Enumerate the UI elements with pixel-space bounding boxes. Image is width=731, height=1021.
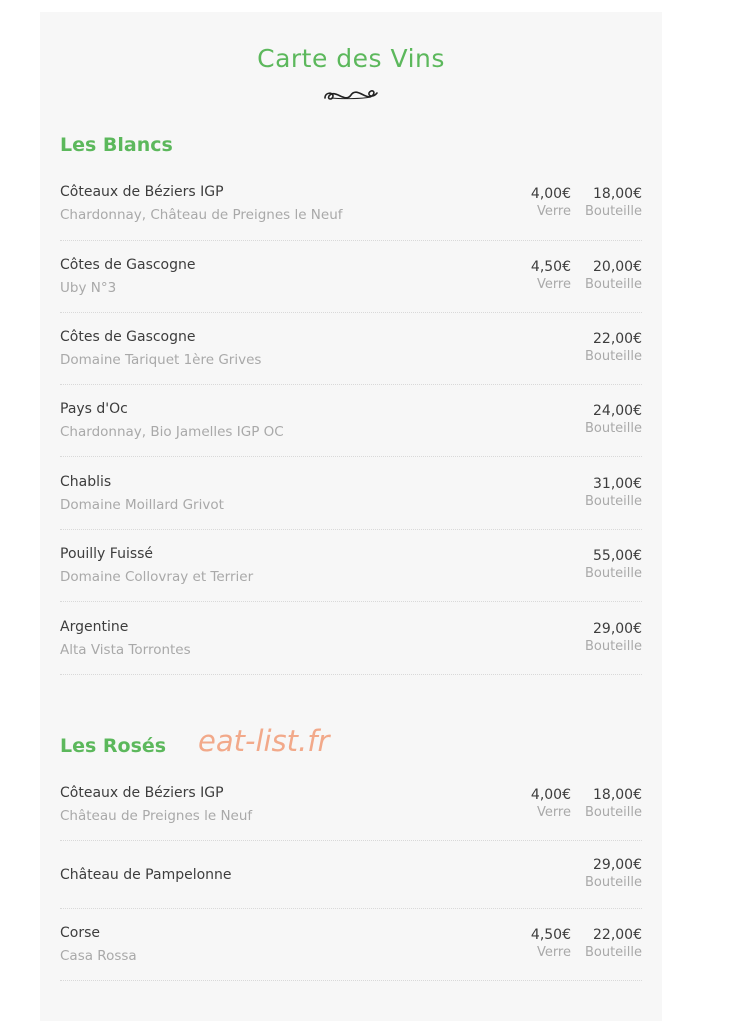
glass-price-unit: Verre xyxy=(536,277,571,292)
bottle-price-amount: 22,00€ xyxy=(593,331,642,347)
wine-name: Côteaux de Béziers IGP xyxy=(60,785,224,801)
bottle-price-unit: Bouteille xyxy=(584,639,642,654)
wine-description: Alta Vista Torrontes xyxy=(60,642,191,658)
bottle-price xyxy=(585,621,642,654)
wine-description: Domaine Collovray et Terrier xyxy=(60,569,254,585)
section-title-blancs: Les Blancs xyxy=(60,134,173,156)
menu-item xyxy=(60,474,642,530)
menu-item xyxy=(60,925,642,981)
bottle-price-unit: Bouteille xyxy=(584,204,642,219)
bottle-price xyxy=(585,548,642,581)
bottle-price-unit: Bouteille xyxy=(584,945,642,960)
glass-price xyxy=(531,186,571,219)
bottle-price-amount: 18,00€ xyxy=(593,186,642,202)
bottle-price xyxy=(585,787,642,820)
bottle-price xyxy=(585,403,642,436)
wine-name: Côtes de Gascogne xyxy=(60,329,196,345)
wine-description: Uby N°3 xyxy=(60,280,117,296)
menu-item xyxy=(60,619,642,675)
bottle-price-amount: 22,00€ xyxy=(593,927,642,943)
menu-item xyxy=(60,855,642,909)
bottle-price-amount: 20,00€ xyxy=(593,259,642,275)
wine-menu-card xyxy=(40,12,662,1021)
menu-item xyxy=(60,546,642,602)
wine-name: Chablis xyxy=(60,474,112,490)
wine-name: Pouilly Fuissé xyxy=(60,546,154,562)
glass-price-amount: 4,50€ xyxy=(530,927,571,943)
bottle-price-unit: Bouteille xyxy=(584,805,642,820)
menu-item xyxy=(60,184,642,241)
glass-price-amount: 4,00€ xyxy=(530,787,571,803)
wine-name: Côteaux de Béziers IGP xyxy=(60,184,224,200)
wine-description: Château de Preignes le Neuf xyxy=(60,808,253,824)
bottle-price xyxy=(585,927,642,960)
glass-price xyxy=(531,787,571,820)
menu-item xyxy=(60,329,642,385)
bottle-price xyxy=(585,186,642,219)
bottle-price-amount: 29,00€ xyxy=(593,857,642,873)
bottle-price-amount: 55,00€ xyxy=(593,548,642,564)
bottle-price-unit: Bouteille xyxy=(584,421,642,436)
wine-description: Domaine Tariquet 1ère Grives xyxy=(60,352,262,368)
glass-price xyxy=(531,927,571,960)
bottle-price-amount: 24,00€ xyxy=(593,403,642,419)
bottle-price-unit: Bouteille xyxy=(584,494,642,509)
bottle-price-amount: 29,00€ xyxy=(593,621,642,637)
glass-price-unit: Verre xyxy=(536,805,571,820)
menu-item xyxy=(60,785,642,841)
glass-price-amount: 4,00€ xyxy=(530,186,571,202)
bottle-price-amount: 31,00€ xyxy=(593,476,642,492)
bottle-price xyxy=(585,476,642,509)
bottle-price xyxy=(585,259,642,292)
swirl-ornament-icon xyxy=(321,84,381,106)
bottle-price-unit: Bouteille xyxy=(584,566,642,581)
glass-price-unit: Verre xyxy=(536,204,571,219)
watermark: eat-list.fr xyxy=(198,724,330,758)
wine-name: Argentine xyxy=(60,619,129,635)
bottle-price-unit: Bouteille xyxy=(584,277,642,292)
wine-name: Côtes de Gascogne xyxy=(60,257,196,273)
wine-description: Domaine Moillard Grivot xyxy=(60,497,224,513)
wine-name: Château de Pampelonne xyxy=(60,867,232,883)
bottle-price-unit: Bouteille xyxy=(584,349,642,364)
bottle-price-amount: 18,00€ xyxy=(593,787,642,803)
bottle-price xyxy=(585,857,642,890)
section-title-roses: Les Rosés xyxy=(60,735,167,757)
bottle-price-unit: Bouteille xyxy=(584,875,642,890)
wine-description: Chardonnay, Château de Preignes le Neuf xyxy=(60,207,343,223)
glass-price-unit: Verre xyxy=(536,945,571,960)
wine-name: Corse xyxy=(60,925,101,941)
menu-item xyxy=(60,257,642,313)
glass-price xyxy=(531,259,571,292)
wine-name: Pays d'Oc xyxy=(60,401,128,417)
wine-description: Casa Rossa xyxy=(60,948,137,964)
menu-title: Carte des Vins xyxy=(257,44,445,73)
glass-price-amount: 4,50€ xyxy=(530,259,571,275)
menu-item xyxy=(60,401,642,457)
bottle-price xyxy=(585,331,642,364)
wine-description: Chardonnay, Bio Jamelles IGP OC xyxy=(60,424,284,440)
